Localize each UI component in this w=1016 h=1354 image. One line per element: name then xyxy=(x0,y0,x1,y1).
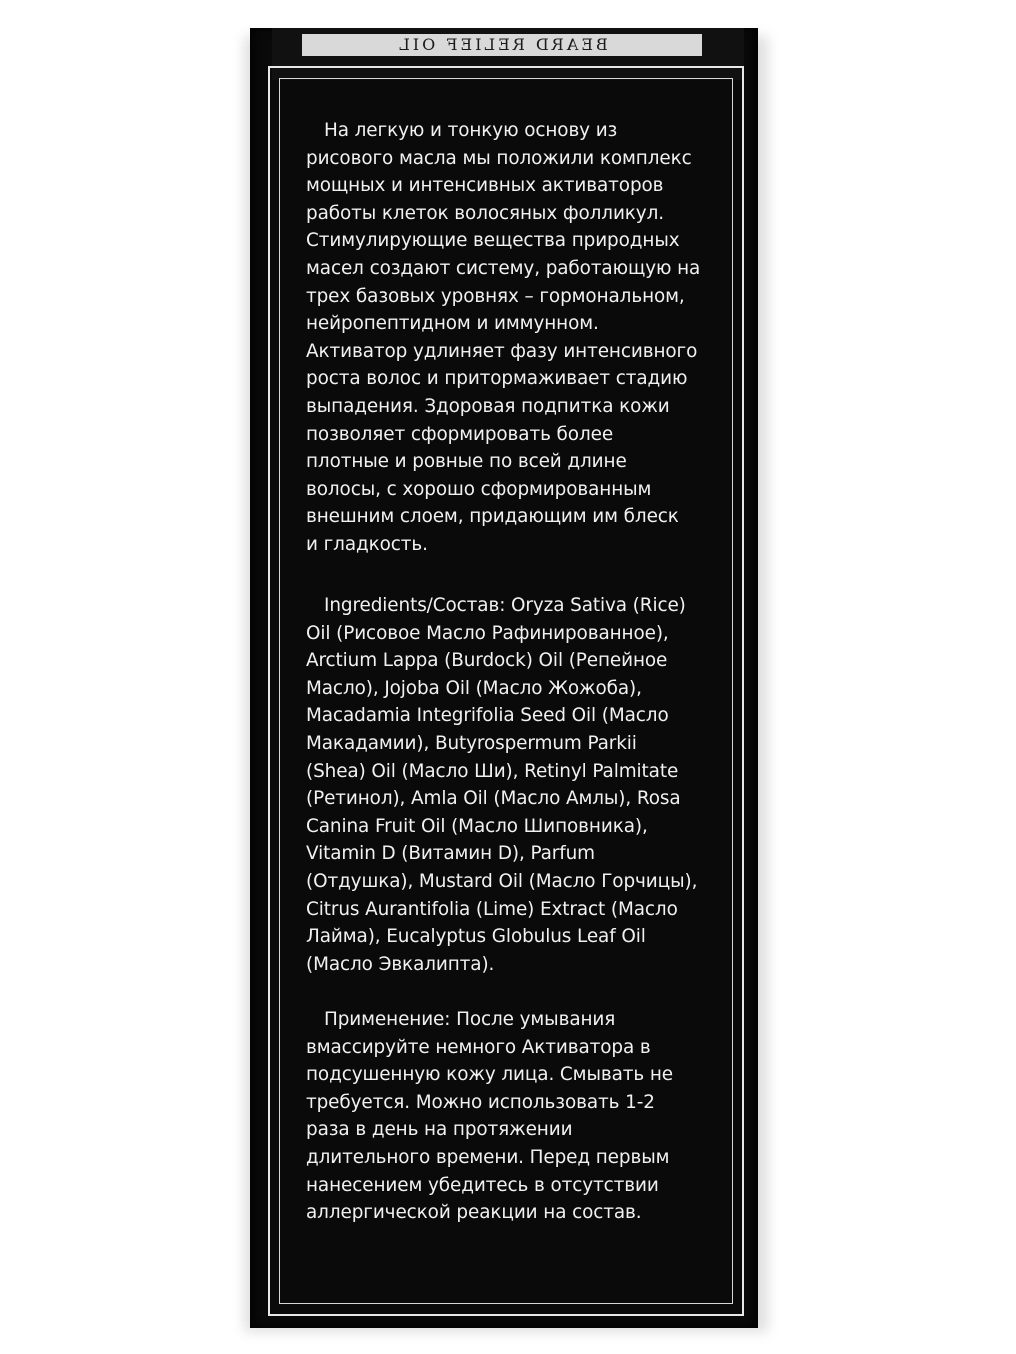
description-line: мощных и интенсивных активаторов xyxy=(306,175,664,197)
description-line: нейропептидном и иммунном. xyxy=(306,313,599,335)
description-line: роста волос и притормаживает стадию xyxy=(306,368,688,390)
usage-line: подсушенную кожу лица. Смывать не xyxy=(306,1064,674,1086)
ingredients-line: (Отдушка), Mustard Oil (Масло Горчицы), xyxy=(306,870,698,892)
description-line: выпадения. Здоровая подпитка кожи xyxy=(306,395,670,417)
ingredients-line: Ingredients/Состав: Oryza Sativa (Rice) xyxy=(324,595,686,616)
description-line: трех базовых уровнях – гормональном, xyxy=(306,285,685,307)
usage-line: нанесением убедитесь в отсутствии xyxy=(306,1174,659,1196)
ingredients-line: (Shea) Oil (Масло Ши), Retinyl Palmitate xyxy=(306,760,679,782)
ingredients-line: Масло), Jojoba Oil (Масло Жожоба), xyxy=(306,677,642,699)
description-line: масел создают систему, работающую на xyxy=(306,257,701,279)
usage-line: раза в день на протяжении xyxy=(306,1119,573,1141)
usage-line: вмассируйте немного Активатора в xyxy=(306,1036,651,1058)
usage-line: аллергической реакции на состав. xyxy=(306,1202,642,1224)
usage-line: длительного времени. Перед первым xyxy=(306,1146,670,1168)
usage-line: требуется. Можно использовать 1-2 xyxy=(306,1091,655,1113)
description-line: волосы, с хорошо сформированным xyxy=(306,478,652,500)
description-line: работы клеток волосяных фолликул. xyxy=(306,202,664,224)
usage-text xyxy=(306,1006,726,1227)
ingredients-line: Лайма), Eucalyptus Globulus Leaf Oil xyxy=(306,926,646,948)
usage-line: Применение: После умывания xyxy=(324,1009,616,1030)
ingredients-line: (Масло Эвкалипта). xyxy=(306,953,495,975)
ingredients-line: Citrus Aurantifolia (Lime) Extract (Масло xyxy=(306,898,678,920)
flap-label: BEARD RELIEF OIL xyxy=(302,34,702,56)
description-line: позволяет сформировать более xyxy=(306,423,614,445)
description-line: и гладкость. xyxy=(306,533,428,555)
ingredients-line: Oil (Рисовое Масло Рафинированное), xyxy=(306,622,669,644)
description-line: внешним слоем, придающим им блеск xyxy=(306,506,679,528)
ingredients-line: (Ретинол), Amla Oil (Масло Амлы), Rosa xyxy=(306,788,681,810)
ingredients-line: Macadamia Integrifolia Seed Oil (Масло xyxy=(306,705,669,727)
description-line: плотные и ровные по всей длине xyxy=(306,451,627,473)
ingredients-line: Vitamin D (Витамин D), Parfum xyxy=(306,843,595,865)
description-line: Стимулирующие вещества природных xyxy=(306,230,680,252)
description-text xyxy=(306,117,726,559)
ingredients-line: Canina Fruit Oil (Масло Шиповника), xyxy=(306,815,648,837)
description-line: рисового масла мы положили комплекс xyxy=(306,147,692,169)
ingredients-line: Arctium Lappa (Burdock) Oil (Репейное xyxy=(306,650,668,672)
ingredients-line: Макадамии), Butyrospermum Parkii xyxy=(306,732,637,754)
ingredients-text xyxy=(306,592,726,978)
description-line: На легкую и тонкую основу из xyxy=(324,120,618,141)
description-line: Активатор удлиняет фазу интенсивного xyxy=(306,340,698,362)
